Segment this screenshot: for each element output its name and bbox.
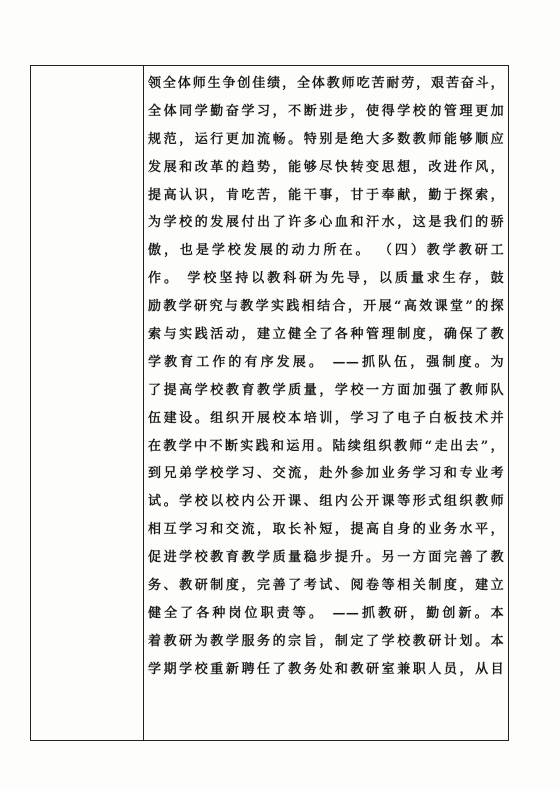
table-right-border <box>508 65 509 740</box>
report-body-text <box>148 70 504 684</box>
text-line: 了提高学校教育教学质量，学校一方面加强了教师队 <box>148 382 504 398</box>
text-line: 规范，运行更加流畅。特别是绝大多数教师能够顺应 <box>148 131 504 147</box>
text-line: 健全了各种岗位职责等。 ——抓教研，勤创新。本 <box>148 605 504 621</box>
text-line: 励教学研究与教学实践相结合，开展“高效课堂”的探 <box>148 299 504 315</box>
text-line: 傲，也是学校发展的动力所在。 （四）教学教研工 <box>148 243 504 259</box>
text-line: 促进学校教育教学质量稳步提升。另一方面完善了教 <box>148 550 504 566</box>
text-line: 着教研为教学服务的宗旨，制定了学校教研计划。本 <box>148 633 504 649</box>
text-line: 作。 学校坚持以教科研为先导，以质量求生存，鼓 <box>148 271 504 287</box>
table-left-border <box>30 65 31 740</box>
table-top-border <box>30 65 509 66</box>
text-line: 学教育工作的有序发展。 ——抓队伍，强制度。为 <box>148 354 504 370</box>
text-line: 在教学中不断实践和运用。陆续组织教师“走出去”， <box>148 438 504 454</box>
text-line: 为学校的发展付出了许多心血和汗水，这是我们的骄 <box>148 215 504 231</box>
text-line: 务、教研制度，完善了考试、阅卷等相关制度，建立 <box>148 578 504 594</box>
text-line: 全体同学勤奋学习，不断进步，使得学校的管理更加 <box>148 103 504 119</box>
text-line: 学期学校重新聘任了教务处和教研室兼职人员，从目 <box>148 661 504 677</box>
text-line: 提高认识，肯吃苦，能干事，甘于奉献，勤于探索， <box>148 187 504 203</box>
text-line: 试。学校以校内公开课、组内公开课等形式组织教师 <box>148 494 504 510</box>
text-line: 相互学习和交流，取长补短，提高自身的业务水平， <box>148 522 504 538</box>
text-line: 伍建设。组织开展校本培训，学习了电子白板技术并 <box>148 410 504 426</box>
text-line: 到兄弟学校学习、交流，赴外参加业务学习和专业考 <box>148 466 504 482</box>
text-line: 发展和改革的趋势，能够尽快转变思想，改进作风， <box>148 159 504 175</box>
text-line: 领全体师生争创佳绩，全体教师吃苦耐劳，艰苦奋斗， <box>148 76 504 91</box>
table-column-divider <box>143 65 144 740</box>
table-bottom-border <box>30 740 509 741</box>
text-line: 索与实践活动，建立健全了各种管理制度，确保了教 <box>148 327 504 343</box>
